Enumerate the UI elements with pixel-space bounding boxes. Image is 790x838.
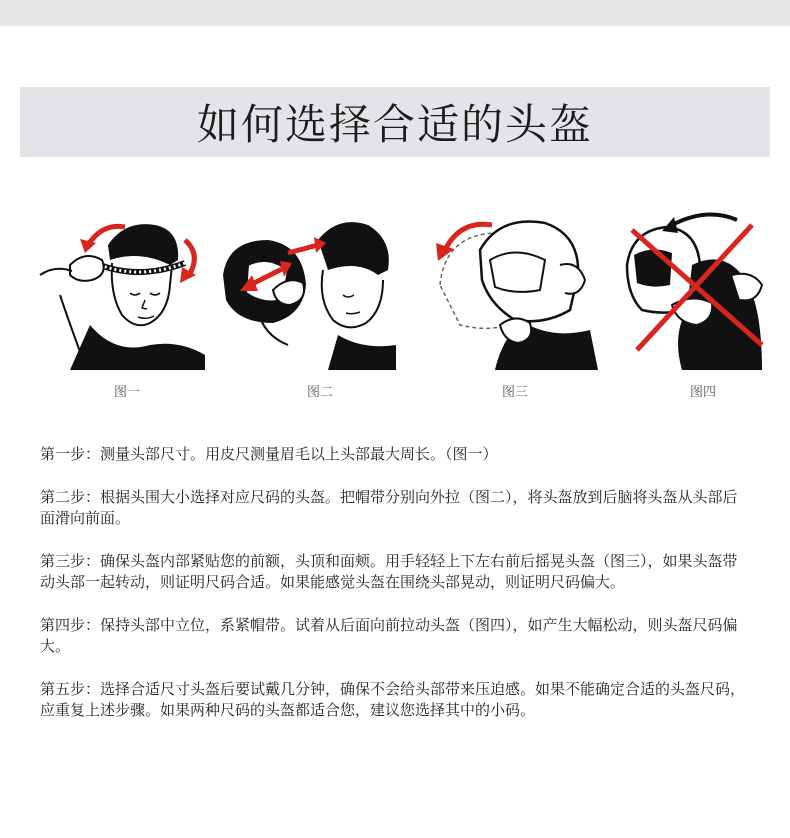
- steps-list: [40, 444, 752, 743]
- figure-4-pull-forward: [612, 205, 790, 370]
- step-1: 第一步：测量头部尺寸。用皮尺测量眉毛以上头部最大周长。（图一）: [40, 445, 498, 463]
- title-banner: [20, 87, 770, 157]
- figure-1-measure-head: [30, 205, 210, 370]
- figure-1-caption: 图一: [113, 385, 140, 400]
- step-3: 第三步：确保头盔内部紧贴您的前额，头顶和面颊。用手轻轻上下左右前后摇晃头盔（图三），如果头盔带动头部一起转动，则证明尺码合适。如果能感觉头盔在围绕头部晃动，则证明尺码偏大。: [40, 552, 738, 591]
- pull-forward-icon: [612, 205, 790, 370]
- figure-3-caption: 图三: [501, 385, 528, 400]
- pull-straps-icon: [218, 205, 398, 370]
- figure-2-caption: 图二: [306, 385, 333, 400]
- rock-helmet-icon: [420, 205, 600, 370]
- step-2: 第二步：根据头围大小选择对应尺码的头盔。把帽带分别向外拉（图二），将头盔放到后脑将头盔从头部后面滑向前面。: [40, 488, 738, 527]
- step-4: 第四步：保持头部中立位，系紧帽带。试着从后面向前拉动头盔（图四），如产生大幅松动，则头盔尺码偏大。: [40, 616, 738, 655]
- step-5: 第五步：选择合适尺寸头盔后要试戴几分钟，确保不会给头部带来压迫感。如果不能确定合适的头盔尺码，应重复上述步骤。如果两种尺码的头盔都适合您，建议您选择其中的小码。: [40, 680, 746, 719]
- figure-3-rock-helmet: [420, 205, 600, 370]
- top-strip: [0, 0, 790, 26]
- figure-2-pull-straps: [218, 205, 398, 370]
- measure-head-icon: [30, 205, 210, 370]
- figure-4-caption: 图四: [689, 385, 716, 400]
- page-title: 如何选择合适的头盔: [196, 100, 593, 149]
